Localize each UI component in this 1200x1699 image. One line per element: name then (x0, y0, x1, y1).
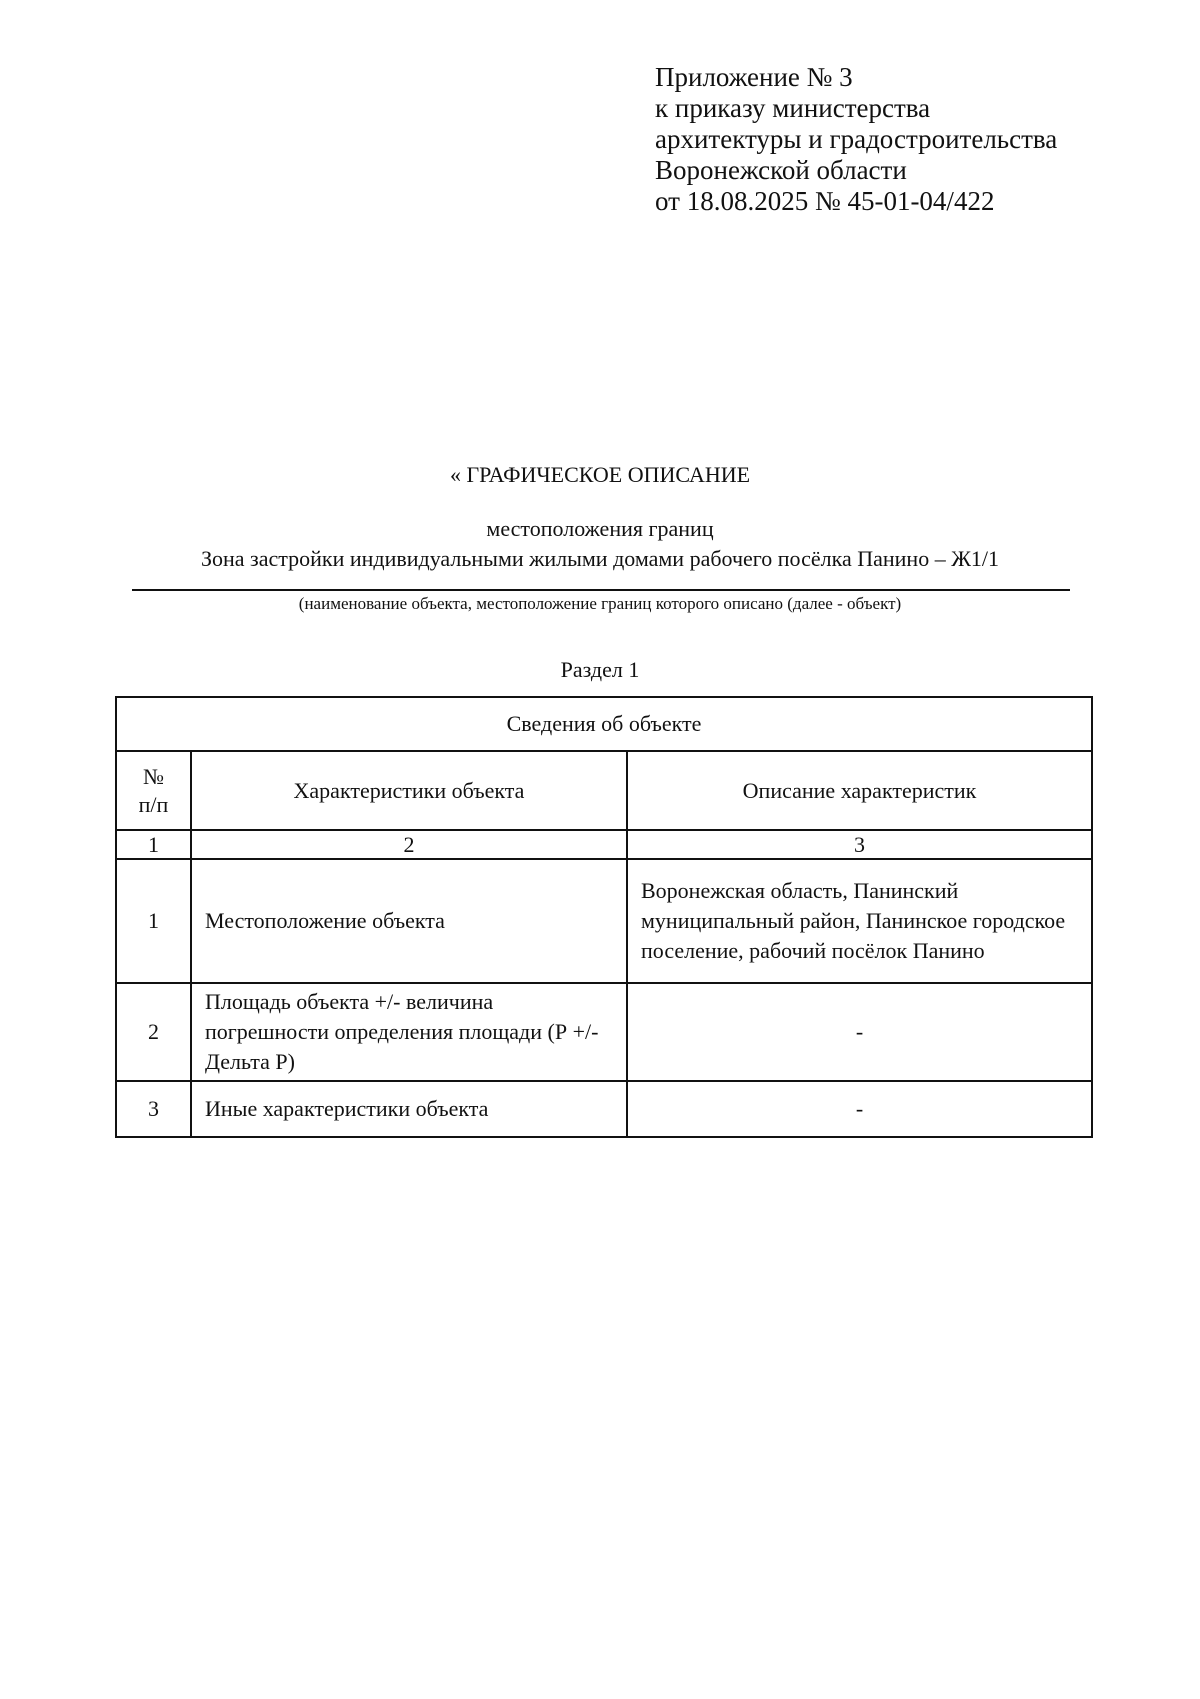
appendix-line: архитектуры и градостроительства (655, 124, 1058, 154)
row-description: - (627, 1081, 1092, 1137)
row-characteristic: Площадь объекта +/- величина погрешности определения площади (Р +/- Дельта Р) (191, 983, 627, 1081)
column-number: 2 (191, 830, 627, 859)
table-row (116, 1081, 1092, 1137)
appendix-line: Воронежской области (655, 155, 907, 185)
document-title: « ГРАФИЧЕСКОЕ ОПИСАНИЕ (449, 462, 751, 487)
document-subtitle: местоположения границ (486, 516, 714, 541)
header-cell-description: Описание характеристик (627, 751, 1092, 830)
row-number: 1 (116, 859, 191, 983)
header-cell-number (116, 751, 191, 830)
table-caption-row (116, 697, 1092, 751)
appendix-line: Приложение № 3 (655, 62, 853, 92)
table-header-row (116, 751, 1092, 830)
row-number: 2 (116, 983, 191, 1081)
table-caption: Сведения об объекте (116, 697, 1092, 751)
object-caption: (наименование объекта, местоположение границ которого описано (далее - объект) (298, 594, 902, 613)
row-characteristic: Местоположение объекта (191, 859, 627, 983)
row-description: Воронежская область, Панинский муниципальный район, Панинское городское поселение, рабочий посёлок Панино (627, 859, 1092, 983)
header-cell-characteristic: Характеристики объекта (191, 751, 627, 830)
table-row (116, 983, 1092, 1081)
section-heading: Раздел 1 (560, 657, 640, 682)
row-description: - (627, 983, 1092, 1081)
object-info-table (115, 696, 1093, 1138)
column-number: 3 (627, 830, 1092, 859)
appendix-line: к приказу министерства (655, 93, 931, 123)
column-number-row (116, 830, 1092, 859)
column-number: 1 (116, 830, 191, 859)
object-name: Зона застройки индивидуальными жилыми домами рабочего посёлка Панино – Ж1/1 (200, 546, 1000, 571)
row-number: 3 (116, 1081, 191, 1137)
appendix-block (655, 62, 1057, 217)
row-characteristic: Иные характеристики объекта (191, 1081, 627, 1137)
table-row (116, 859, 1092, 983)
underline-rule (132, 589, 1070, 591)
header-number-label: № п/п (138, 763, 169, 817)
appendix-line: от 18.08.2025 № 45-01-04/422 (655, 186, 995, 216)
